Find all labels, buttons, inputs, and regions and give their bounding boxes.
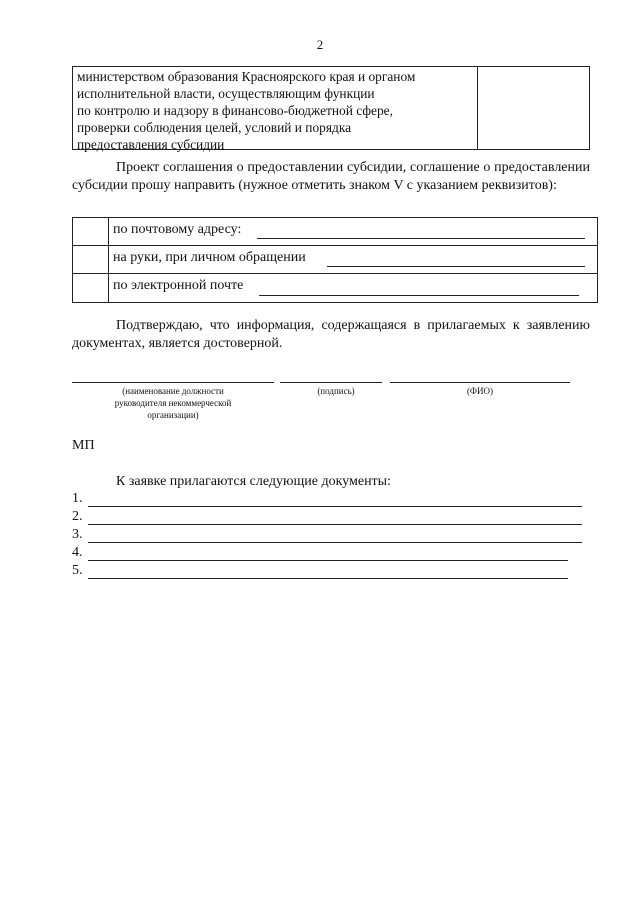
document-number: 1. — [72, 491, 83, 506]
empty-mark-cell[interactable] — [478, 67, 589, 149]
delivery-option-postal — [73, 218, 597, 246]
name-caption: (ФИО) — [466, 386, 494, 396]
document-number: 3. — [72, 527, 83, 542]
delivery-option-email — [73, 274, 597, 302]
document-field[interactable] — [88, 578, 568, 579]
document-item — [72, 509, 584, 527]
email-label: по электронной почте — [113, 278, 244, 293]
confirmation-paragraph — [72, 317, 590, 353]
signature-line[interactable] — [280, 382, 382, 383]
name-line[interactable] — [390, 382, 570, 383]
document-item — [72, 491, 584, 509]
document-field[interactable] — [88, 560, 568, 561]
postal-address-field[interactable] — [257, 238, 585, 239]
document-number: 2. — [72, 509, 83, 524]
postal-checkbox[interactable] — [73, 218, 109, 245]
document-field[interactable] — [88, 542, 582, 543]
confirmation-text: Подтверждаю, что информация, содержащаяся в прилагаемых к заявлению документах, является достоверной. — [72, 318, 590, 351]
delivery-request-paragraph — [72, 159, 590, 195]
in-person-label: на руки, при личном обращении — [113, 250, 306, 265]
table-line: исполнительной власти, осуществляющим функции — [77, 86, 375, 101]
document-item — [72, 527, 584, 545]
position-caption: (наименование должности руководителя некоммерческой организации) — [114, 386, 232, 420]
control-bodies-table — [72, 66, 590, 150]
email-field[interactable] — [259, 295, 579, 296]
in-person-checkbox[interactable] — [73, 246, 109, 273]
delivery-request-text: Проект соглашения о предоставлении субсидии, соглашение о предоставлении субсидии прошу направить (нужное отметить знаком V с указанием реквизитов): — [72, 160, 590, 193]
seal-label: МП — [72, 438, 95, 453]
signature-caption: (подпись) — [317, 386, 355, 396]
document-number: 5. — [72, 563, 83, 578]
postal-label: по почтовому адресу: — [113, 222, 242, 237]
page-number: 2 — [316, 37, 324, 52]
document-field[interactable] — [88, 524, 582, 525]
table-line: по контролю и надзору в финансово-бюджетной сфере, — [77, 103, 393, 118]
document-item — [72, 563, 584, 581]
table-line: предоставления субсидии — [77, 137, 225, 152]
in-person-field[interactable] — [327, 266, 585, 267]
control-bodies-cell — [73, 67, 478, 152]
table-line: проверки соблюдения целей, условий и порядка — [77, 120, 352, 135]
document-item — [72, 545, 584, 563]
delivery-options-table — [72, 217, 598, 303]
document-number: 4. — [72, 545, 83, 560]
email-checkbox[interactable] — [73, 274, 109, 302]
position-line[interactable] — [72, 382, 274, 383]
table-line: министерством образования Красноярского края и органом — [77, 69, 416, 84]
document-field[interactable] — [88, 506, 582, 507]
documents-title: К заявке прилагаются следующие документы: — [116, 474, 391, 489]
delivery-option-in-person — [73, 246, 597, 274]
